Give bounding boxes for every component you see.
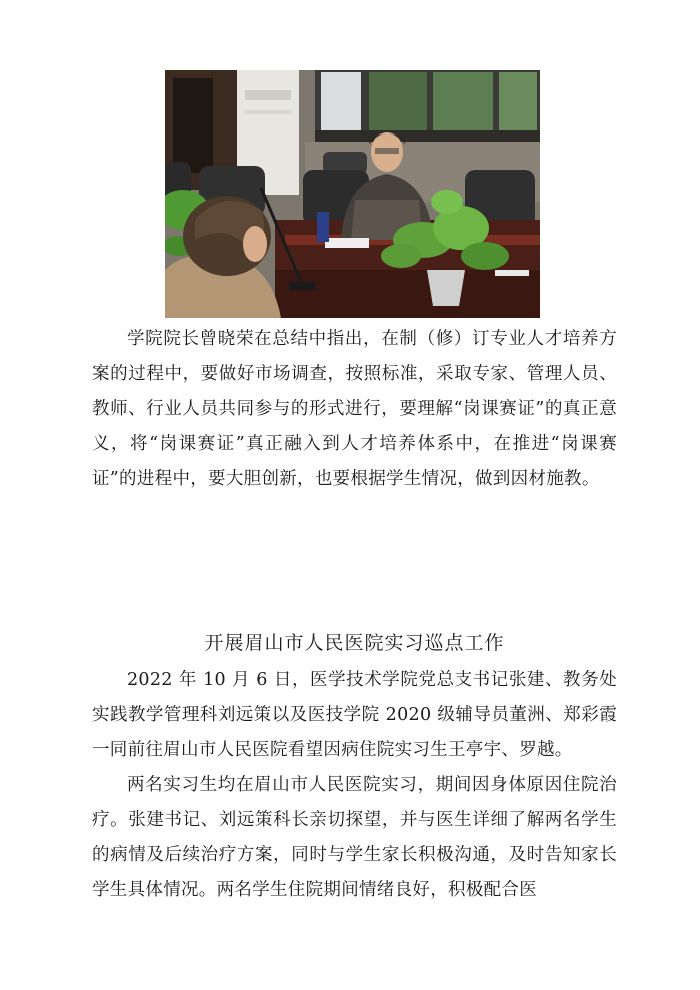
paragraph-summary: 学院院长曾晓荣在总结中指出，在制（修）订专业人才培养方案的过程中，要做好市场调查，按照标准，采取专家、管理人员、教师、行业人员共同参与的形式进行，要理解“岗课赛证”的真正意义，将“岗课赛证”真正融入到人才培养体系中，在推进“岗课赛证”的进程中，要大胆创新，也要根据学生情况，做到因材施教。 xyxy=(92,329,617,489)
paragraph-visit-intro: 2022 年 10 月 6 日，医学技术学院党总支书记张建、教务处实践教学管理科刘远策以及医技学院 2020 级辅导员董洲、郑彩霞一同前往眉山市人民医院看望因病住院实习生王亭宇、罗越。 xyxy=(92,670,617,760)
paragraph-visit-details: 两名实习生均在眉山市人民医院实习，期间因身体原因住院治疗。张建书记、刘远策科长亲切探望，并与医生详细了解两名学生的病情及后续治疗方案，同时与学生家长积极沟通，及时告知家长学生具体情况。两名学生住院期间情绪良好，积极配合医 xyxy=(92,775,617,900)
meeting-photo xyxy=(165,70,540,318)
section-heading: 开展眉山市人民医院实习巡点工作 xyxy=(204,632,505,654)
